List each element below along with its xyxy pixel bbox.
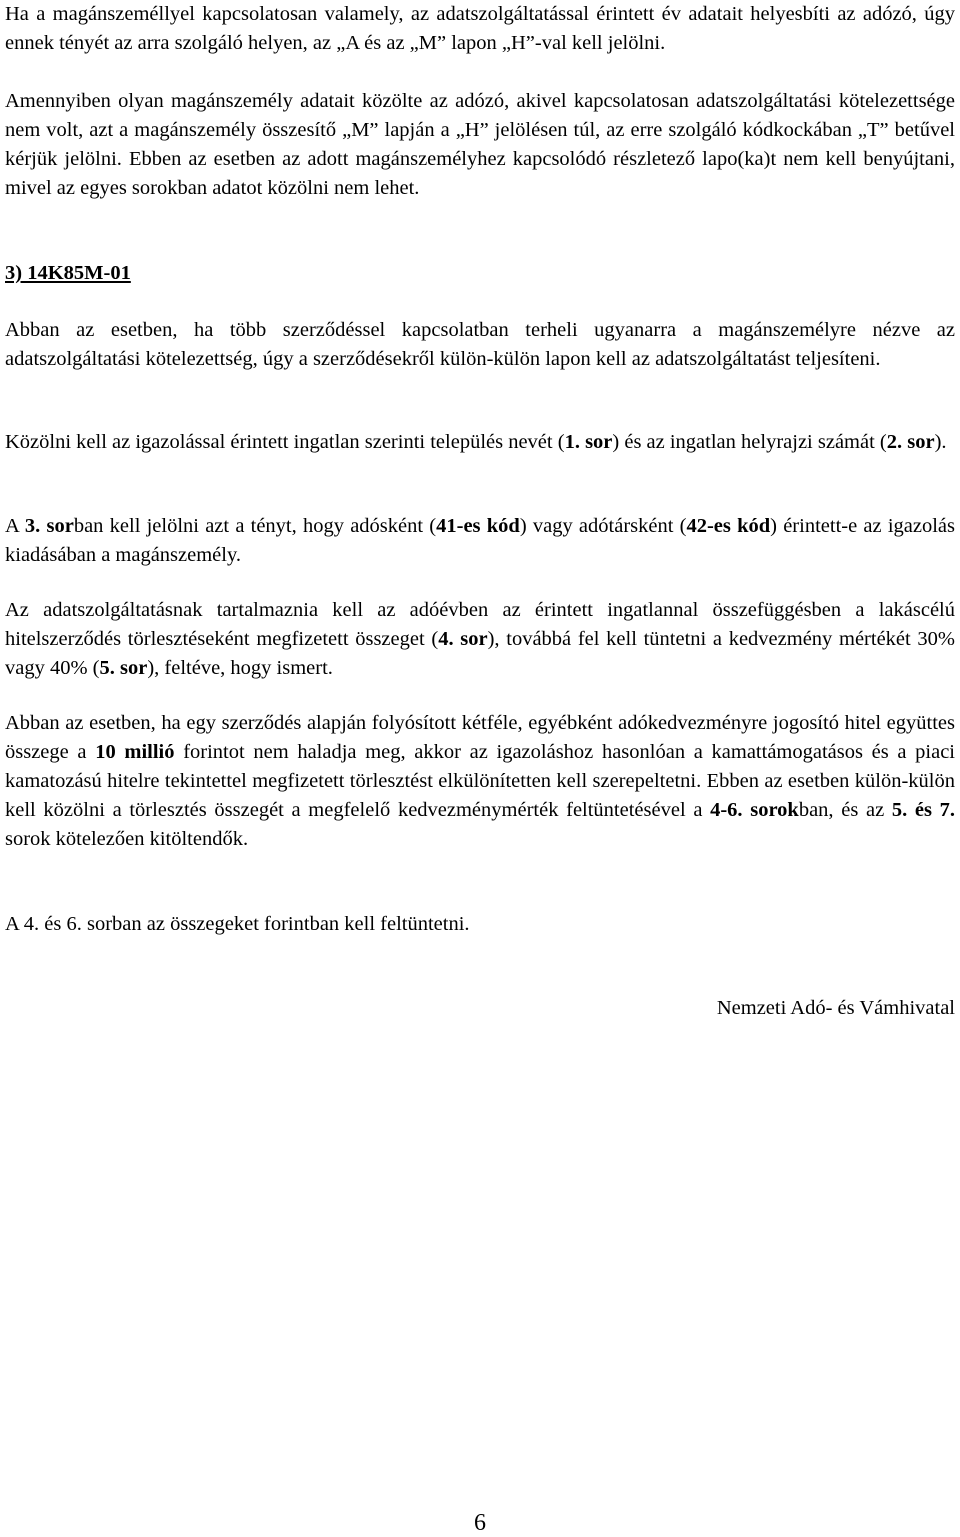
signature: Nemzeti Adó- és Vámhivatal: [716, 997, 955, 1019]
paragraph-text: Amennyiben olyan magánszemély adatait közölte az adózó, akivel kapcsolatosan adatszolgáltatási kötelezettsége nem volt, azt a magánszemély összesítő „M” lapján a „H” jelölésen túl, az erre szolgáló kódkockában „T” betűvel kérjük jelölni. Ebben az esetben az adott magánszemélyhez kapcsolódó részletező lapo(ka)t nem kell benyújtani, mivel az egyes sorokban adatot közölni nem lehet.: [5, 90, 955, 199]
paragraph-text: Az adatszolgáltatásnak tartalmaznia kell az adóévben az érintett ingatlannal összefüggésben a lakáscélú hitelszerződés törlesztéseként megfizetett összeget (: [5, 599, 955, 650]
code-reference: 41-es kód: [436, 515, 520, 537]
row-reference: 1. sor: [564, 431, 613, 453]
paragraph-text: sorok kötelezően kitöltendők.: [5, 828, 249, 850]
paragraph-text: ban kell jelölni azt a tényt, hogy adósként (: [73, 515, 437, 537]
paragraph-no-obligation: [5, 87, 955, 203]
paragraph-text: ) és az ingatlan helyrajzi számát (: [612, 431, 887, 453]
row-reference: 5. sor: [99, 657, 148, 679]
paragraph-text: A: [5, 515, 25, 537]
paragraph-text: Abban az esetben, ha egy szerződés alapján folyósított kétféle, egyébként adókedvezményre jogosító hitel együttes összege a: [5, 712, 955, 763]
code-reference: 42-es kód: [686, 515, 771, 537]
section-heading-text: 3) 14K85M-01: [5, 262, 131, 284]
paragraph-repayment-amount: [5, 596, 955, 683]
paragraph-two-loans: [5, 709, 955, 854]
amount-reference: 10 millió: [95, 741, 175, 763]
paragraph-multiple-contracts: [5, 316, 955, 374]
paragraph-text: ) vagy adótársként (: [519, 515, 687, 537]
paragraph-text: ).: [934, 431, 947, 453]
paragraph-text: forintot nem haladja meg, akkor az igazoláshoz hasonlóan a kamattámogatásos és a piaci kamatozású hitelre tekintettel megfizetett törlesztést elkülönítetten kell szerepeltetni. Ebben az esetben külön-külön kell közölni a törlesztés összegét a megfelelő kedvezménymérték feltüntetésével a: [5, 741, 956, 821]
paragraph-text: Közölni kell az igazolással érintett ingatlan szerinti település nevét (: [5, 431, 565, 453]
row-reference: 5. és 7.: [891, 799, 956, 821]
section-heading: [5, 259, 955, 288]
page-number: 6: [474, 1510, 486, 1536]
paragraph-text: ), továbbá fel kell tüntetni a kedvezmény mértékét 30% vagy 40% (: [5, 628, 955, 679]
paragraph-correction-note: [5, 0, 955, 58]
paragraph-currency-note: [5, 910, 955, 939]
paragraph-text: ), feltéve, hogy ismert.: [147, 657, 333, 679]
paragraph-text: Abban az esetben, ha több szerződéssel kapcsolatban terheli ugyanarra a magánszemélyre nézve az adatszolgáltatási kötelezettség, úgy a szerződésekről külön-külön lapon kell az adatszolgáltatást teljesíteni.: [5, 319, 955, 370]
paragraph-debtor-status: [5, 512, 955, 570]
paragraph-text: ban, és az: [798, 799, 892, 821]
paragraph-property-data: [5, 428, 955, 457]
row-reference: 4. sor: [438, 628, 488, 650]
paragraph-text: A 4. és 6. sorban az összegeket forintban kell feltüntetni.: [5, 913, 470, 935]
paragraph-text: Ha a magánszeméllyel kapcsolatosan valamely, az adatszolgáltatással érintett év adatait helyesbíti az adózó, úgy ennek tényét az arra szolgáló helyen, az „A és az „M” lapon „H”-val kell jelölni.: [5, 3, 955, 54]
row-reference: 3. sor: [24, 515, 74, 537]
row-reference: 2. sor: [886, 431, 935, 453]
row-reference: 4-6. sorok: [710, 799, 799, 821]
paragraph-text: ) érintett-e az igazolás kiadásában a magánszemély.: [5, 515, 955, 566]
